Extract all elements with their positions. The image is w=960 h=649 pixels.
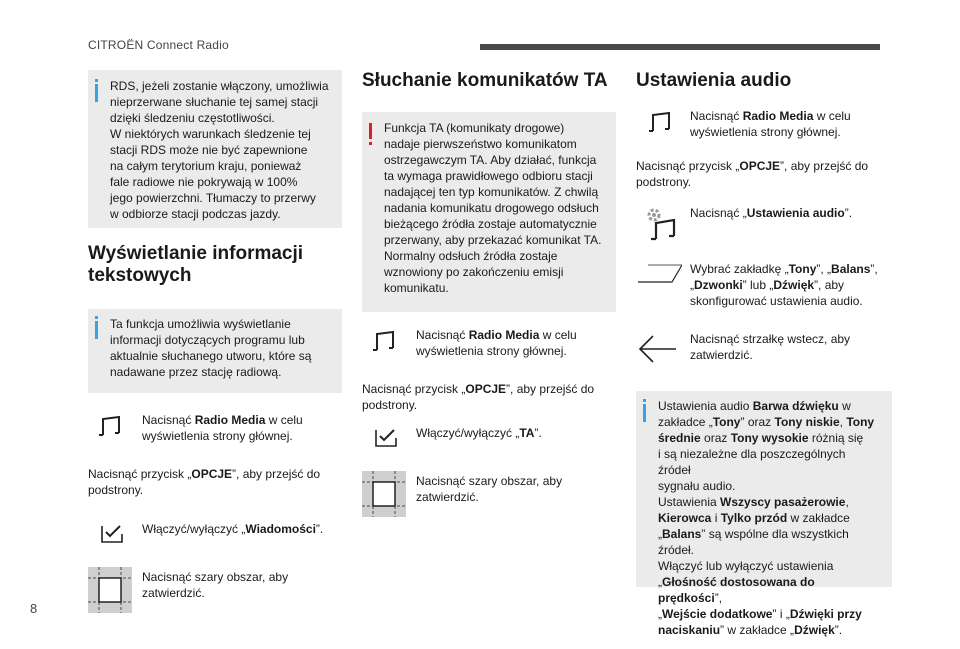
note-line: w odbiorze stacji podczas jazdy. xyxy=(110,207,281,221)
paragraph-options: Nacisnąć przycisk „OPCJE”, aby przejść do podstrony. xyxy=(362,382,595,412)
note-line: aktualnie słuchanego utworu, które są xyxy=(110,349,312,363)
note-line: informacji dotyczących programu lub xyxy=(110,333,305,347)
note-line: wznowiony po zakończeniu emisji xyxy=(384,265,564,279)
note-line: nieprzerwane słuchanie tej samej stacji xyxy=(110,95,319,109)
column-2 xyxy=(362,70,616,513)
step-toggle-ta: Włączyć/wyłączyć „TA”. xyxy=(362,425,616,465)
back-arrow-icon xyxy=(638,333,678,365)
note-audio: Ustawienia audio Barwa dźwięku w zakładce „Tony” oraz Tony niskie, Tony średnie oraz Tony wysokie różnią się i są niezależne dla poszczególnych źródeł sygnału audio. Ustawienia Wszyscy pasażerowie, Kierowca i Tylko przód w zakładce „Balans” są wspólne dla wszystkich źródeł. Włączyć lub wyłączyć ustawienia „Głośność dostosowana do prędkości”, „Wejście dodatkowe” i „Dźwięki przy naciskaniu” w zakładce „Dźwięk”. xyxy=(636,391,892,587)
note-line: ostrzegawczym TA. Aby działać, funkcja xyxy=(384,153,597,167)
note-rds xyxy=(88,70,342,228)
note-line: W niektórych warunkach śledzenie tej xyxy=(110,127,311,141)
column-1 xyxy=(88,70,342,609)
paragraph-options: Nacisnąć przycisk „OPCJE”, aby przejść do podstrony. xyxy=(88,467,321,497)
header-bar xyxy=(480,44,880,50)
note-line: na całym terytorium kraju, ponieważ xyxy=(110,159,302,173)
paragraph-options: Nacisnąć przycisk „OPCJE”, aby przejść do podstrony. xyxy=(636,159,869,189)
note-line: Funkcja TA (komunikaty drogowe) xyxy=(384,121,565,135)
step-radio-media: Nacisnąć Radio Media w celu wyświetlenia strony głównej. xyxy=(636,108,892,148)
note-line: jego powierzchni. Tłumaczy to przerwy xyxy=(110,191,316,205)
step-radio-media: Nacisnąć Radio Media w celu wyświetlenia strony głównej. xyxy=(362,327,616,367)
tab-icon xyxy=(638,263,682,283)
music-note-icon xyxy=(648,110,674,136)
note-line: przerwany, aby przekazać komunikat TA. xyxy=(384,233,602,247)
note-line: stacji RDS może nie być zapewnione xyxy=(110,143,308,157)
note-line: nadającej ten typ komunikatów. Z chwilą xyxy=(384,185,599,199)
warning-icon xyxy=(369,123,372,139)
note-ta xyxy=(362,112,616,312)
note-line: Ta funkcja umożliwia wyświetlanie xyxy=(110,317,291,331)
info-icon xyxy=(95,84,98,102)
note-line: Normalny odsłuch źródła zostaje xyxy=(384,249,558,263)
note-line: dzięki śledzeniu częstotliwości. xyxy=(110,111,275,125)
step-confirm-grey: Nacisnąć szary obszar, aby zatwierdzić. xyxy=(88,569,342,609)
note-line: nadawane przez stację radiową. xyxy=(110,365,282,379)
section-heading-ta: Słuchanie komunikatów TA xyxy=(362,70,608,91)
step-confirm-grey: Nacisnąć szary obszar, aby zatwierdzić. xyxy=(362,473,616,513)
running-header: CITROËN Connect Radio xyxy=(88,38,229,52)
note-text-info xyxy=(88,309,342,393)
grey-area-icon xyxy=(88,567,132,613)
section-heading-audio: Ustawienia audio xyxy=(636,70,792,91)
section-heading-text-info: Wyświetlanie informacji tekstowych xyxy=(88,243,304,286)
note-line: fale radiowe nie pokrywają w 100% xyxy=(110,175,298,189)
info-icon xyxy=(643,404,646,422)
note-line: bieżącego źródła zostaje automatycznie xyxy=(384,217,597,231)
note-line: komunikatu. xyxy=(384,281,449,295)
page-number: 8 xyxy=(30,601,38,616)
music-note-icon xyxy=(372,329,398,355)
grey-area-icon xyxy=(362,471,406,517)
checkbox-icon xyxy=(100,522,124,546)
step-audio-settings: Nacisnąć „Ustawienia audio”. xyxy=(636,205,892,255)
note-line: RDS, jeżeli zostanie włączony, umożliwia xyxy=(110,79,329,93)
note-line: nadaje pierwszeństwo komunikatom xyxy=(384,137,577,151)
column-3 xyxy=(636,70,892,637)
step-back-arrow: Nacisnąć strzałkę wstecz, aby zatwierdzić. xyxy=(636,331,892,371)
note-line: ta wymaga prawidłowego odbioru stacji xyxy=(384,169,593,183)
step-radio-media: Nacisnąć Radio Media w celu wyświetlenia strony głównej. xyxy=(88,412,342,452)
step-select-tab: Wybrać zakładkę „Tony”, „Balans”, „Dzwonki” lub „Dźwięk”, aby skonfigurować ustawienia audio. xyxy=(636,261,892,309)
checkbox-icon xyxy=(374,426,398,450)
gear-music-icon xyxy=(644,205,680,247)
info-icon xyxy=(95,321,98,339)
step-toggle-news: Włączyć/wyłączyć „Wiadomości”. xyxy=(88,521,342,561)
music-note-icon xyxy=(98,414,124,440)
note-line: nadania komunikatu drogowego odsłuch xyxy=(384,201,599,215)
